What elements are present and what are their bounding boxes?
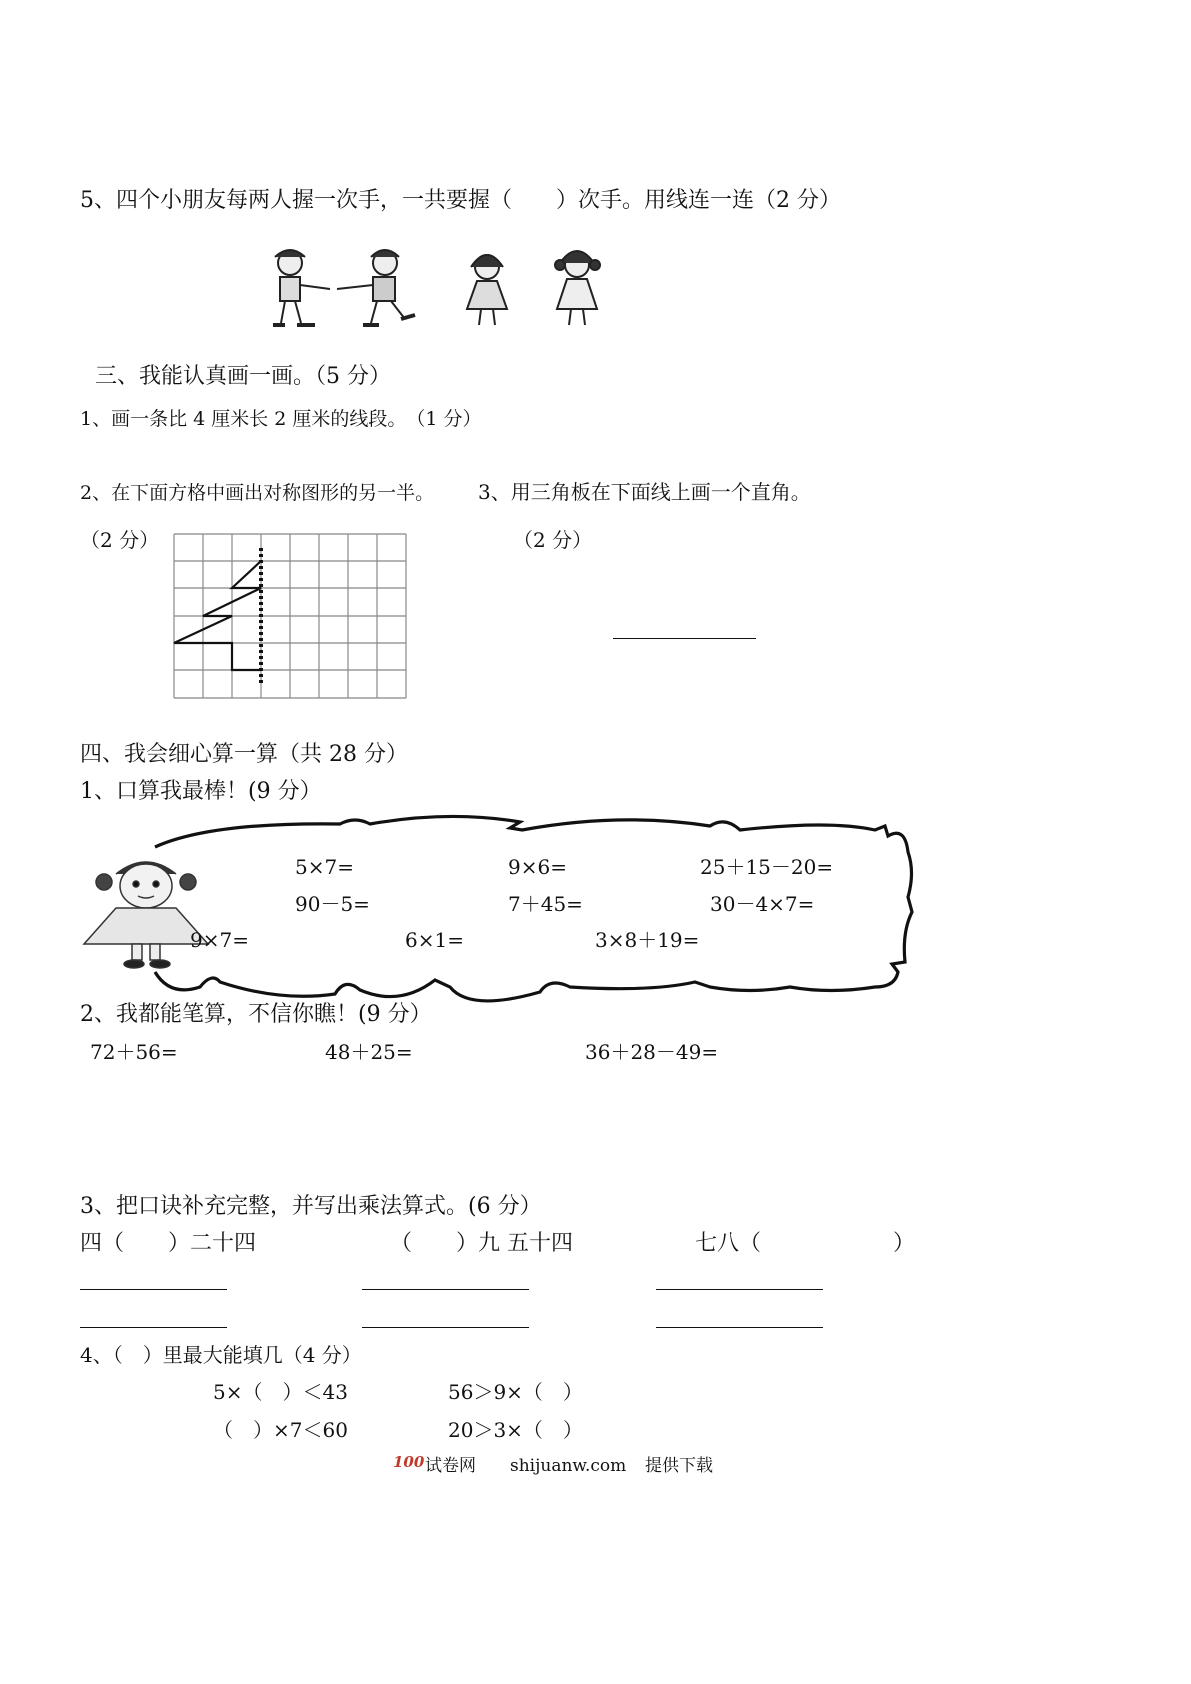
answer-blank-line[interactable] <box>656 1289 823 1290</box>
inequality-item: 20＞3×（ ） <box>448 1418 583 1442</box>
section-3-question-2: 2、在下面方格中画出对称图形的另一半。 <box>80 482 435 504</box>
footer-site-name: 试卷网 <box>425 1456 476 1476</box>
section-4-question-1-title: 1、口算我最棒！(9 分） <box>80 779 322 804</box>
section-3-title: 三、我能认真画一画。（5 分） <box>95 364 391 389</box>
inequality-item: 56＞9×（ ） <box>448 1380 583 1404</box>
answer-blank-line[interactable] <box>362 1289 529 1290</box>
section-3-question-3-score: （2 分） <box>513 528 593 552</box>
section-3-question-3: 3、用三角板在下面线上画一个直角。 <box>478 480 811 504</box>
symmetry-grid <box>170 530 410 702</box>
question-5-text: 5、四个小朋友每两人握一次手，一共要握（ ）次手。用线连一连（2 分） <box>80 188 841 213</box>
site-logo-icon: 100 <box>393 1453 425 1471</box>
answer-blank-line[interactable] <box>362 1327 529 1328</box>
section-4-title: 四、我会细心算一算（共 28 分） <box>80 742 408 767</box>
section-3-question-2-score: （2 分） <box>80 528 160 552</box>
written-calc-item: 72＋56= <box>90 1040 178 1064</box>
rhyme-item: 四（ ）二十四 <box>80 1231 257 1256</box>
four-children-picture <box>255 245 625 330</box>
mental-math-item: 30－4×7= <box>710 892 815 916</box>
mental-math-item: 25＋15－20= <box>700 855 834 879</box>
written-calc-item: 36＋28－49= <box>585 1040 719 1064</box>
mental-math-item: 9×7= <box>190 928 249 952</box>
inequality-item: （ ）×7＜60 <box>213 1418 348 1442</box>
answer-blank-line[interactable] <box>80 1289 227 1290</box>
answer-blank-line[interactable] <box>80 1327 227 1328</box>
answer-blank-line[interactable] <box>656 1327 823 1328</box>
section-4-question-3-title: 3、把口诀补充完整，并写出乘法算式。(6 分） <box>80 1194 542 1219</box>
mental-math-item: 5×7= <box>295 855 354 879</box>
mental-math-item: 7＋45= <box>508 892 583 916</box>
inequality-item: 5×（ ）＜43 <box>213 1380 348 1404</box>
section-4-question-2-title: 2、我都能笔算，不信你瞧！(9 分） <box>80 1002 432 1027</box>
girl-cartoon-icon <box>76 852 216 970</box>
mental-math-item: 3×8＋19= <box>595 928 700 952</box>
section-3-question-1: 1、画一条比 4 厘米长 2 厘米的线段。 （1 分） <box>80 408 482 430</box>
mental-math-item: 90－5= <box>295 892 370 916</box>
rhyme-item: 七八（ ） <box>695 1231 916 1256</box>
right-angle-base-line <box>613 638 756 639</box>
section-4-question-4-title: 4、（ ）里最大能填几（4 分） <box>80 1343 362 1367</box>
footer-note: 提供下载 <box>645 1456 713 1476</box>
written-calc-item: 48＋25= <box>325 1040 413 1064</box>
rhyme-item: （ ）九 五十四 <box>390 1231 573 1256</box>
mental-math-item: 6×1= <box>405 928 464 952</box>
footer-url[interactable]: shijuanw.com <box>510 1456 627 1476</box>
mental-math-item: 9×6= <box>508 855 567 879</box>
